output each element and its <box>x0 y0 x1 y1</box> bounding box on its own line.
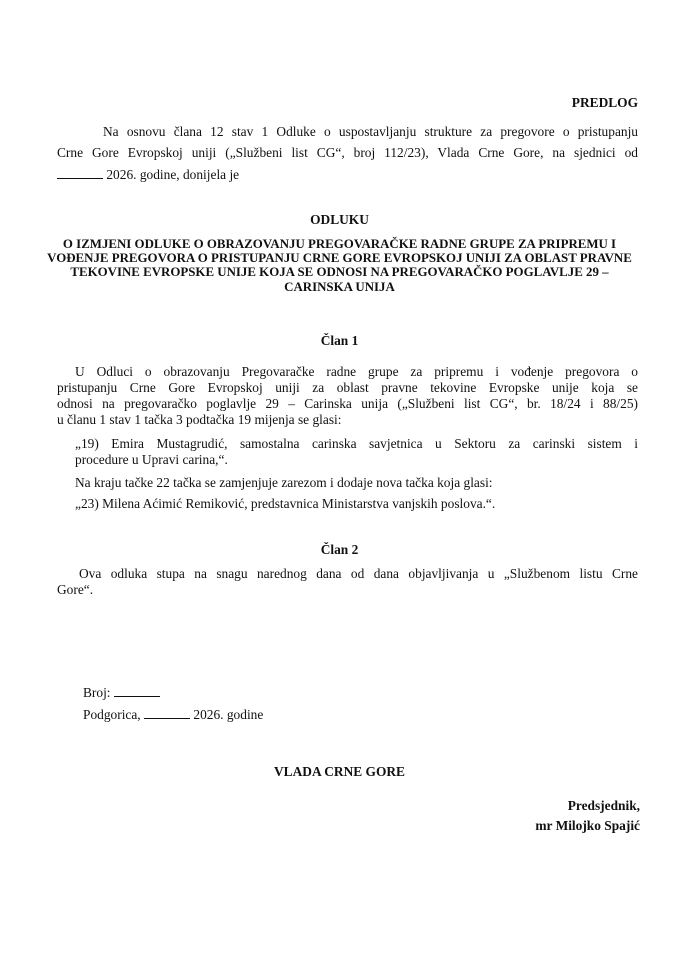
article-1-heading: Član 1 <box>320 333 359 348</box>
preamble-line-3: 2026. godine, donijela je <box>57 166 239 183</box>
government-name: VLADA CRNE GORE <box>274 764 405 779</box>
quote-19-line-2: procedure u Upravi carina,“. <box>75 452 228 467</box>
signatory-role: Predsjednik, <box>567 798 640 813</box>
article-1-line-4: u članu 1 stav 1 tačka 3 podtačka 19 mijenja se glasi: <box>57 412 342 427</box>
article-1-line-1: U Odluci o obrazovanju Pregovaračke radne grupe za pripremu i vođenje pregovora o <box>75 364 638 379</box>
number-blank <box>114 684 160 697</box>
quote-23: „23) Milena Aćimić Remiković, predstavnica Ministarstva vanjskih poslova.“. <box>75 496 496 511</box>
place-date: Podgorica, 2026. godine <box>83 707 264 722</box>
article-1-paragraph-2: Na kraju tačke 22 tačka se zamjenjuje zarezom i dodaje nova tačka koja glasi: <box>75 475 493 490</box>
decision-subtitle-line-2: VOĐENJE PREGOVORA O PRISTUPANJU CRNE GORE EVROPSKOJ UNIJI ZA OBLAST PRAVNE <box>47 251 632 265</box>
session-date-blank <box>57 166 103 179</box>
decision-subtitle-line-1: O IZMJENI ODLUKE O OBRAZOVANJU PREGOVARAČKE RADNE GRUPE ZA PRIPREMU I <box>62 237 617 251</box>
decision-subtitle-line-3: TEKOVINE EVROPSKE UNIJE KOJA SE ODNOSI NA PREGOVARAČKO POGLAVLJE 29 – <box>70 265 609 279</box>
decision-subtitle-line-4: CARINSKA UNIJA <box>284 280 395 294</box>
signatory-name: mr Milojko Spajić <box>535 818 640 833</box>
date-blank <box>144 706 190 719</box>
preamble-line-2: Crne Gore Evropskoj uniji („Službeni list CG“, broj 112/23), Vlada Crne Gore, na sjednici od <box>57 145 638 160</box>
document-number: Broj: <box>83 684 160 701</box>
article-2-heading: Član 2 <box>320 542 359 557</box>
article-1-line-2: pristupanju Crne Gore Evropskoj uniji za oblast pravne tekovine Evropske unije koja se <box>57 380 638 395</box>
article-2-line-2: Gore“. <box>57 582 94 597</box>
article-1-line-3: odnosi na pregovaračko poglavlje 29 – Carinska unija („Službeni list CG“, br. 18/24 i 88/25) <box>57 396 638 411</box>
draft-label: PREDLOG <box>571 95 638 110</box>
preamble-line-1: Na osnovu člana 12 stav 1 Odluke o uspostavljanju strukture za pregovore o pristupanju <box>103 124 638 139</box>
decision-title: ODLUKU <box>310 212 369 227</box>
quote-19-line-1: „19) Emira Mustagrudić, samostalna carinska savjetnica u Sektoru za carinski sistem i <box>75 436 638 451</box>
article-2-line-1: Ova odluka stupa na snagu narednog dana od dana objavljivanja u „Službenom listu Crne <box>79 566 638 581</box>
